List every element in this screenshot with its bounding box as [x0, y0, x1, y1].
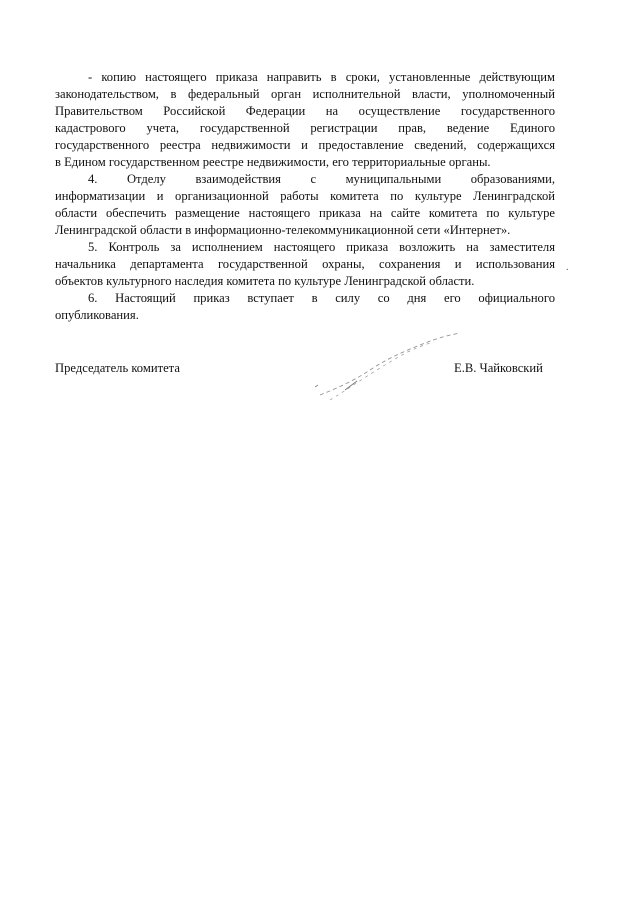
paragraph-1-line-1: - копию настоящего приказа направить в сроки, установленные действующим	[88, 70, 555, 84]
paragraph-4-line-4: Ленинградской области в информационно-телекоммуникационной сети «Интернет».	[55, 223, 511, 237]
paragraph-1-line-3: Правительством Российской Федерации на осуществление государственного	[55, 104, 555, 118]
paragraph-1-line-4: кадастрового учета, государственной регистрации прав, ведение Единого	[55, 121, 555, 135]
paragraph-4-line-3: области обеспечить размещение настоящего приказа на сайте комитета по культуре	[55, 206, 555, 220]
paragraph-5-line-3: объектов культурного наследия комитета по культуре Ленинградской области.	[55, 274, 475, 288]
signatory-title: Председатель комитета	[55, 361, 180, 375]
paragraph-1-line-2: законодательством, в федеральный орган исполнительной власти, уполномоченный	[55, 87, 555, 101]
paragraph-4-line-2: информатизации и организационной работы комитета по культуре Ленинградской	[55, 189, 555, 203]
handwritten-signature	[310, 325, 470, 410]
paragraph-6-line-1: 6. Настоящий приказ вступает в силу со дня его официального	[88, 291, 555, 305]
paragraph-1-line-6: в Едином государственном реестре недвижимости, его территориальные органы.	[55, 155, 491, 169]
paragraph-5-line-2: начальника департамента государственной охраны, сохранения и использования	[55, 257, 555, 271]
paragraph-4-line-1: 4. Отделу взаимодействия с муниципальными образованиями,	[88, 172, 555, 186]
margin-dot: .	[566, 262, 569, 273]
signatory-name: Е.В. Чайковский	[454, 361, 543, 375]
paragraph-5-line-1: 5. Контроль за исполнением настоящего приказа возложить на заместителя	[88, 240, 555, 254]
paragraph-1-line-5: государственного реестра недвижимости и предоставление сведений, содержащихся	[55, 138, 555, 152]
paragraph-6-line-2: опубликования.	[55, 308, 139, 322]
